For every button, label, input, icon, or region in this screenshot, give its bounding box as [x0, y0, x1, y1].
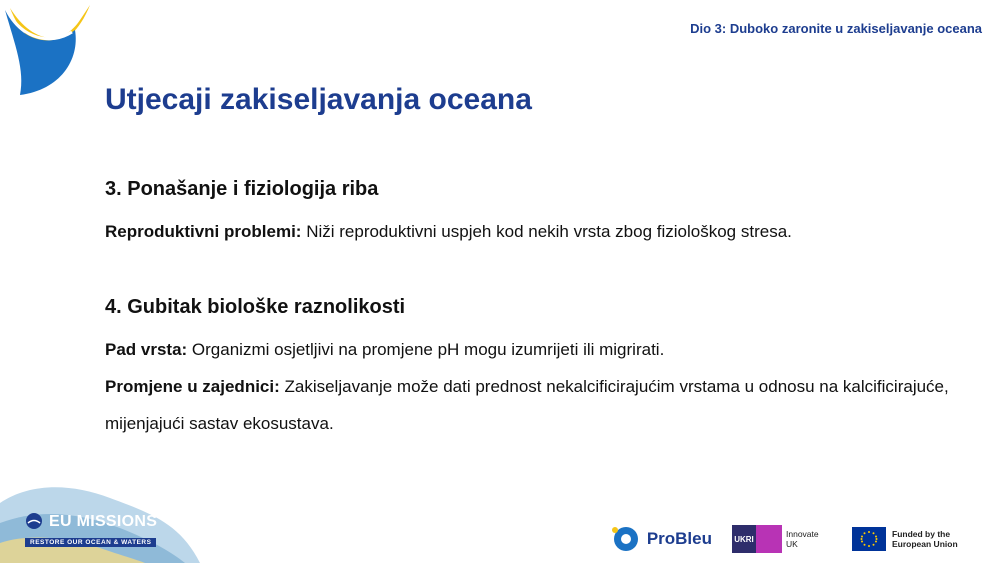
- probleu-icon: [609, 524, 643, 554]
- sponsor-logos: [609, 524, 972, 554]
- list-item: [105, 213, 965, 250]
- list-item: [105, 368, 965, 442]
- ukri-icon: [732, 525, 782, 553]
- list-item: [105, 331, 965, 368]
- ukri-logo: [732, 525, 832, 553]
- section-label: Dio 3: Duboko zaronite u zakiseljavanje oceana: [690, 21, 982, 36]
- item-text: Organizmi osjetljivi na promjene pH mogu izumrijeti ili migrirati.: [187, 340, 665, 359]
- item-term: Pad vrsta:: [105, 340, 188, 359]
- item-term: Promjene u zajednici:: [105, 377, 280, 396]
- section-heading-biodiversity: 4. Gubitak biološke raznolikosti: [105, 296, 406, 318]
- eu-missions-text: EU MISSIONS: [49, 513, 158, 530]
- ukri-text: UKRI: [732, 525, 756, 553]
- slide-content: [105, 176, 965, 442]
- item-text: Niži reproduktivni uspjeh kod nekih vrsta zbog fiziološkog stresa.: [301, 222, 792, 241]
- item-term: Reproduktivni problemi:: [105, 222, 302, 241]
- section-heading-fish: 3. Ponašanje i fiziologija riba: [105, 178, 379, 200]
- funded-by-eu-text: Funded by the European Union: [892, 529, 958, 549]
- eu-missions-icon: [25, 512, 43, 532]
- innovate-uk-text: Innovate UK: [786, 529, 819, 549]
- item-text: Zakiseljavanje može dati prednost nekalcificirajućim vrstama u odnosu na kalcificirajuće, mijenjajući sastav ekosustava.: [105, 377, 949, 433]
- eu-flag-icon: [852, 527, 886, 551]
- eu-missions-subtitle: RESTORE OUR OCEAN & WATERS: [25, 538, 156, 547]
- eu-missions-logo: [25, 512, 158, 546]
- corner-logo-icon: [0, 0, 100, 100]
- eu-funded-logo: [852, 527, 972, 551]
- slide-title: Utjecaji zakiseljavanja oceana: [105, 83, 532, 116]
- probleu-text: ProBleu: [646, 529, 712, 548]
- probleu-logo: [609, 524, 712, 554]
